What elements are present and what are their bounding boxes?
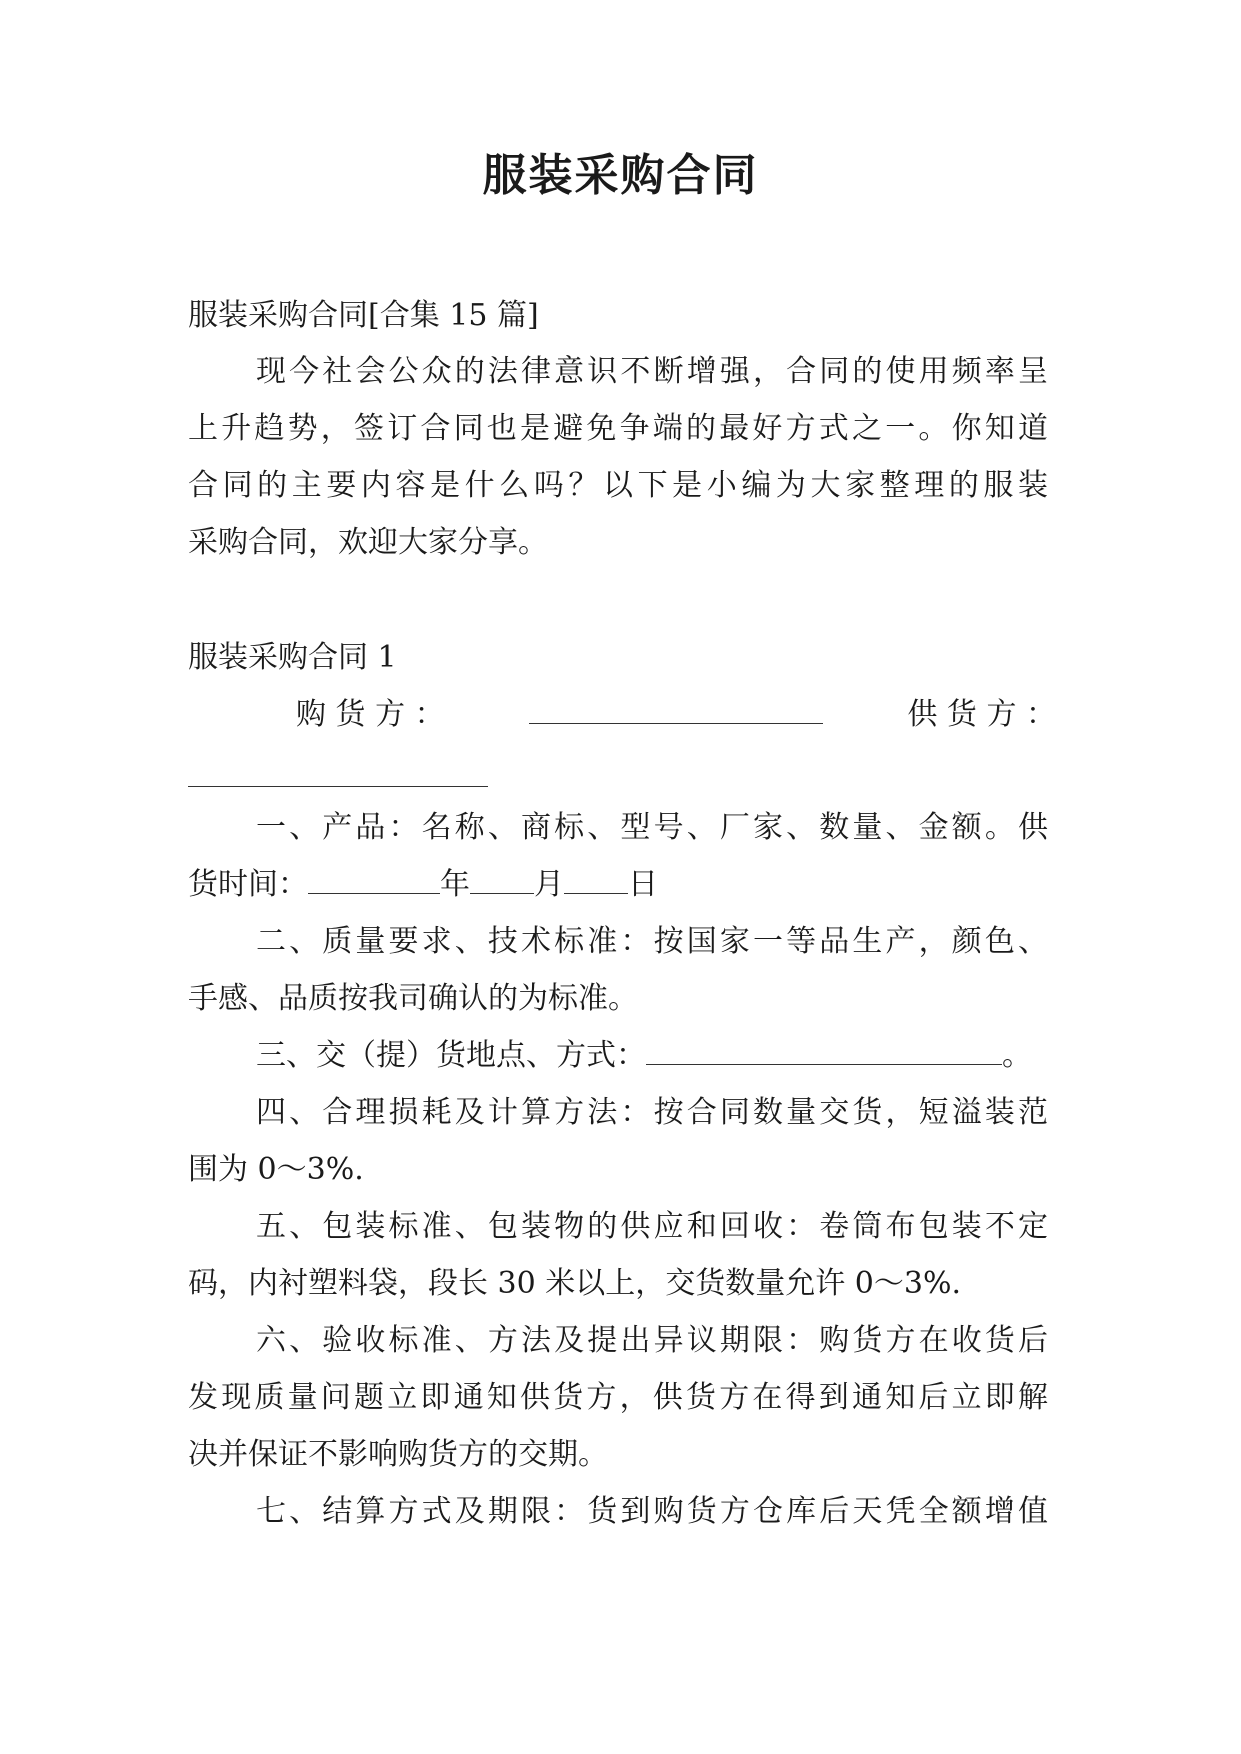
clause-6-line-1: 六、验收标准、方法及提出异议期限：购货方在收货后	[256, 1323, 1048, 1358]
clause-7-line-1: 七、结算方式及期限：货到购货方仓库后天凭全额增值	[256, 1494, 1048, 1529]
clause-5-line-2: 码，内衬塑料袋，段长 30 米以上，交货数量允许 0～3%.	[188, 1266, 961, 1301]
buyer-blank[interactable]	[529, 697, 823, 724]
section-heading: 服装采购合同 1	[188, 640, 397, 675]
supplier-label: 供 货 方 ：	[907, 697, 1056, 732]
intro-line-3: 合同的主要内容是什么吗？以下是小编为大家整理的服装	[188, 468, 1048, 503]
year-blank[interactable]	[308, 867, 440, 894]
clause-5-line-1: 五、包装标准、包装物的供应和回收：卷筒布包装不定	[256, 1209, 1048, 1244]
buyer-label: 购 货 方 ：	[296, 697, 445, 732]
document-title: 服装采购合同	[482, 150, 759, 201]
day-blank[interactable]	[564, 867, 628, 894]
clause-3-suffix: 。	[1002, 1038, 1032, 1073]
month-label: 月	[534, 867, 564, 902]
year-label: 年	[440, 867, 470, 902]
intro-line-4: 采购合同，欢迎大家分享。	[188, 525, 548, 560]
clause-2-line-2: 手感、品质按我司确认的为标准。	[188, 981, 638, 1016]
clause-1-line-2	[188, 865, 1048, 905]
intro-line-1: 现今社会公众的法律意识不断增强，合同的使用频率呈	[256, 354, 1048, 389]
clause-4-line-2: 围为 0～3%.	[188, 1152, 364, 1187]
clause-1-line-1: 一、产品：名称、商标、型号、厂家、数量、金额。供	[256, 810, 1048, 845]
clause-6-line-3: 决并保证不影响购货方的交期。	[188, 1437, 608, 1472]
parties-line	[296, 695, 1056, 735]
clause-6-line-2: 发现质量问题立即通知供货方，供货方在得到通知后立即解	[188, 1380, 1048, 1415]
delivery-place-blank[interactable]	[646, 1038, 1002, 1065]
clause-4-line-1: 四、合理损耗及计算方法：按合同数量交货，短溢装范	[256, 1095, 1048, 1130]
clause-2-line-1: 二、质量要求、技术标准：按国家一等品生产，颜色、	[256, 924, 1048, 959]
month-blank[interactable]	[470, 867, 534, 894]
intro-line-2: 上升趋势，签订合同也是避免争端的最好方式之一。你知道	[188, 411, 1048, 446]
day-label: 日	[628, 867, 658, 902]
clause-3-line	[256, 1036, 1048, 1076]
supplier-blank[interactable]	[188, 786, 488, 787]
clause-3-label: 三、交（提）货地点、方式：	[256, 1038, 646, 1073]
document-subtitle: 服装采购合同[合集 15 篇]	[188, 298, 539, 333]
delivery-time-label: 货时间：	[188, 867, 308, 902]
